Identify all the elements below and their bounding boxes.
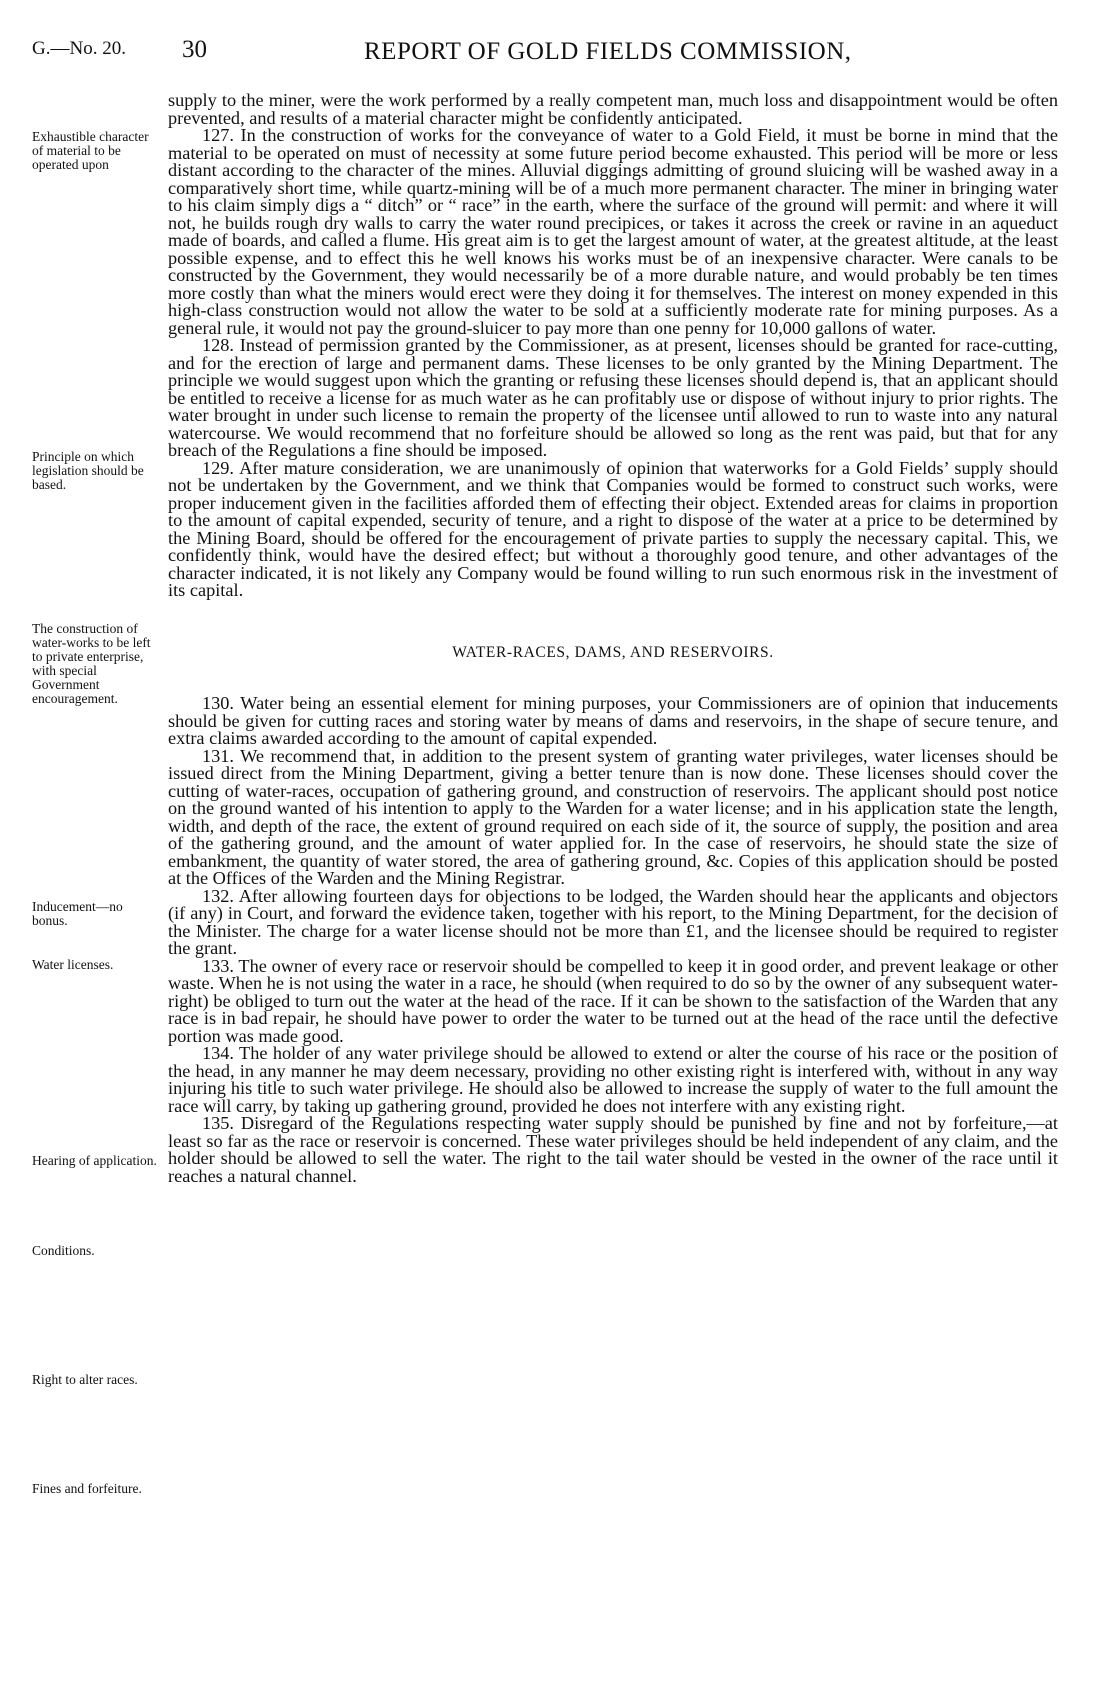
paragraph-129: 129. After mature consideration, we are unanimously of opinion that waterworks for a Gold Fields’ supply should not be undertaken by the Government, and we think that Companies would be formed to construct such works, were proper inducement given in the facilities afforded them of effecting their object. Extended areas for claims in proportion to the amount of capital expended, security of tenure, and a right to dispose of the water at a price to be determined by the Mining Board, should be offered for the encouragement of private parties to supply the necessary capital. This, we confidently think, would have the desired effect; but without a thoroughly good tenure, and other advantages of the character indicated, it is not likely any Company would be found willing to run such enormous risk in the investment of its capital.: [168, 457, 1058, 600]
body-text: [168, 92, 1058, 1185]
section-heading: WATER-RACES, DAMS, AND RESERVOIRS.: [452, 643, 774, 661]
margin-note: Right to alter races.: [32, 1372, 138, 1387]
margin-note: Hearing of application.: [32, 1153, 157, 1168]
page-title: REPORT OF GOLD FIELDS COMMISSION,: [364, 38, 852, 65]
margin-note: Exhaustible character of material to be operated upon: [32, 129, 149, 172]
margin-note: Conditions.: [32, 1243, 95, 1258]
paragraph-127: 127. In the construction of works for the conveyance of water to a Gold Field, it must be borne in mind that the material to be operated on must of necessity at some future period become exhausted. This period will be more or less distant according to the character of the mines. Alluvial diggings admitting of ground sluicing will be washed away in a comparatively short time, while quartz-mining will be of a much more permanent character. The miner in bringing water to his claim simply digs a “ ditch” or “ race” in the earth, where the surface of the ground will permit: and where it will not, he builds rough dry walls to carry the water round precipices, or takes it across the creek or ravine in an aqueduct made of boards, and called a flume. His great aim is to get the largest amount of water, at the greatest altitude, at the least possible expense, and to effect this he well knows his works must be of an inexpensive character. Were canals to be constructed by the Government, they would necessarily be of a more durable nature, and would probably be ten times more costly than what the miners would erect were they doing it for themselves. The interest on money expended in this high-class construction would not allow the water to be sold at a sufficiently moderate rate for mining purposes. As a general rule, it would not pay the ground-sluicer to pay more than one penny for 10,000 gallons of water.: [168, 125, 1058, 338]
paragraph-130: 130. Water being an essential element for mining purposes, your Commissioners are of opinion that inducements should be given for cutting races and storing water by means of dams and reservoirs, in the shape of secure tenure, and extra claims awarded according to the amount of capital expended.: [168, 693, 1058, 748]
paragraph-131: 131. We recommend that, in addition to the present system of granting water privileges, water licenses should be issued direct from the Mining Department, giving a better tenure than is now done. These licenses should cover the cutting of water-races, occupation of gathering ground, and construction of reservoirs. The applicant should post notice on the ground wanted of his intention to apply to the Warden for a water license; and in his application state the length, width, and depth of the race, the extent of ground required on each side of it, the source of supply, the position and area of the gathering ground, and the amount of water applied for. In the case of reservoirs, he should state the size of embankment, the quantity of water stored, the area of gathering ground, &c. Copies of this application should be posted at the Offices of the Warden and the Mining Registrar.: [168, 745, 1058, 888]
margin-note: Water licenses.: [32, 957, 114, 972]
margin-note: The construction of water-works to be left to private enterprise, with special Government encouragement.: [32, 621, 151, 706]
page-number: 30: [182, 36, 207, 63]
paragraph: supply to the miner, were the work performed by a really competent man, much loss and disappointment would be often prevented, and results of a material character might be confidently anticipated.: [168, 90, 1058, 128]
paragraph-134: 134. The holder of any water privilege should be allowed to extend or alter the course of his race or the position of the head, in any manner he may deem necessary, providing no other existing right is interfered with, without in any way injuring his title to such water privilege. He should also be allowed to increase the supply of water to the full amount the race will carry, by taking up gathering ground, provided he does not interfere with any existing right.: [168, 1043, 1058, 1116]
margin-note: Principle on which legislation should be based.: [32, 449, 144, 492]
series-number: G.—No. 20.: [32, 38, 126, 59]
paragraph-132: 132. After allowing fourteen days for objections to be lodged, the Warden should hear the applicants and objectors (if any) in Court, and forward the evidence taken, together with his report, to the Mining Department, for the decision of the Minister. The charge for a water license should not be more than £1, and the licensee should be required to register the grant.: [168, 885, 1058, 958]
page-header: [32, 36, 1072, 76]
paragraph-133: 133. The owner of every race or reservoir should be compelled to keep it in good order, and prevent leakage or other waste. When he is not using the water in a race, he should (when required to do so by the owner of any subsequent water-right) be obliged to turn out the water at the head of the race. If it can be shown to the satisfaction of the Warden that any race is in bad repair, he should have power to order the water to be turned out at the head of the race until the defective portion was made good.: [168, 955, 1058, 1046]
margin-note: Fines and forfeiture.: [32, 1481, 142, 1496]
paragraph-128: 128. Instead of permission granted by the Commissioner, as at present, licenses should be granted for race-cutting, and for the erection of large and permanent dams. These licenses to be only granted by the Mining Department. The principle we would suggest upon which the granting or refusing these licenses should depend is, that an applicant should be entitled to receive a license for as much water as he can profitably use or dispose of without injury to prior rights. The water brought in under such license to remain the property of the licensee until allowed to run to waste into any natural watercourse. We would recommend that no forfeiture should be allowed so long as the rent was paid, but that for any breach of the Regulations a fine should be imposed.: [168, 335, 1058, 460]
paragraph-135: 135. Disregard of the Regulations respecting water supply should be punished by fine and not by forfeiture,—at least so far as the race or reservoir is concerned. These water privileges should be held independent of any claim, and the holder should be allowed to sell the water. The right to the tail water should be vested in the owner of the race until it reaches a natural channel.: [168, 1113, 1058, 1186]
margin-note: Inducement—no bonus.: [32, 899, 123, 928]
